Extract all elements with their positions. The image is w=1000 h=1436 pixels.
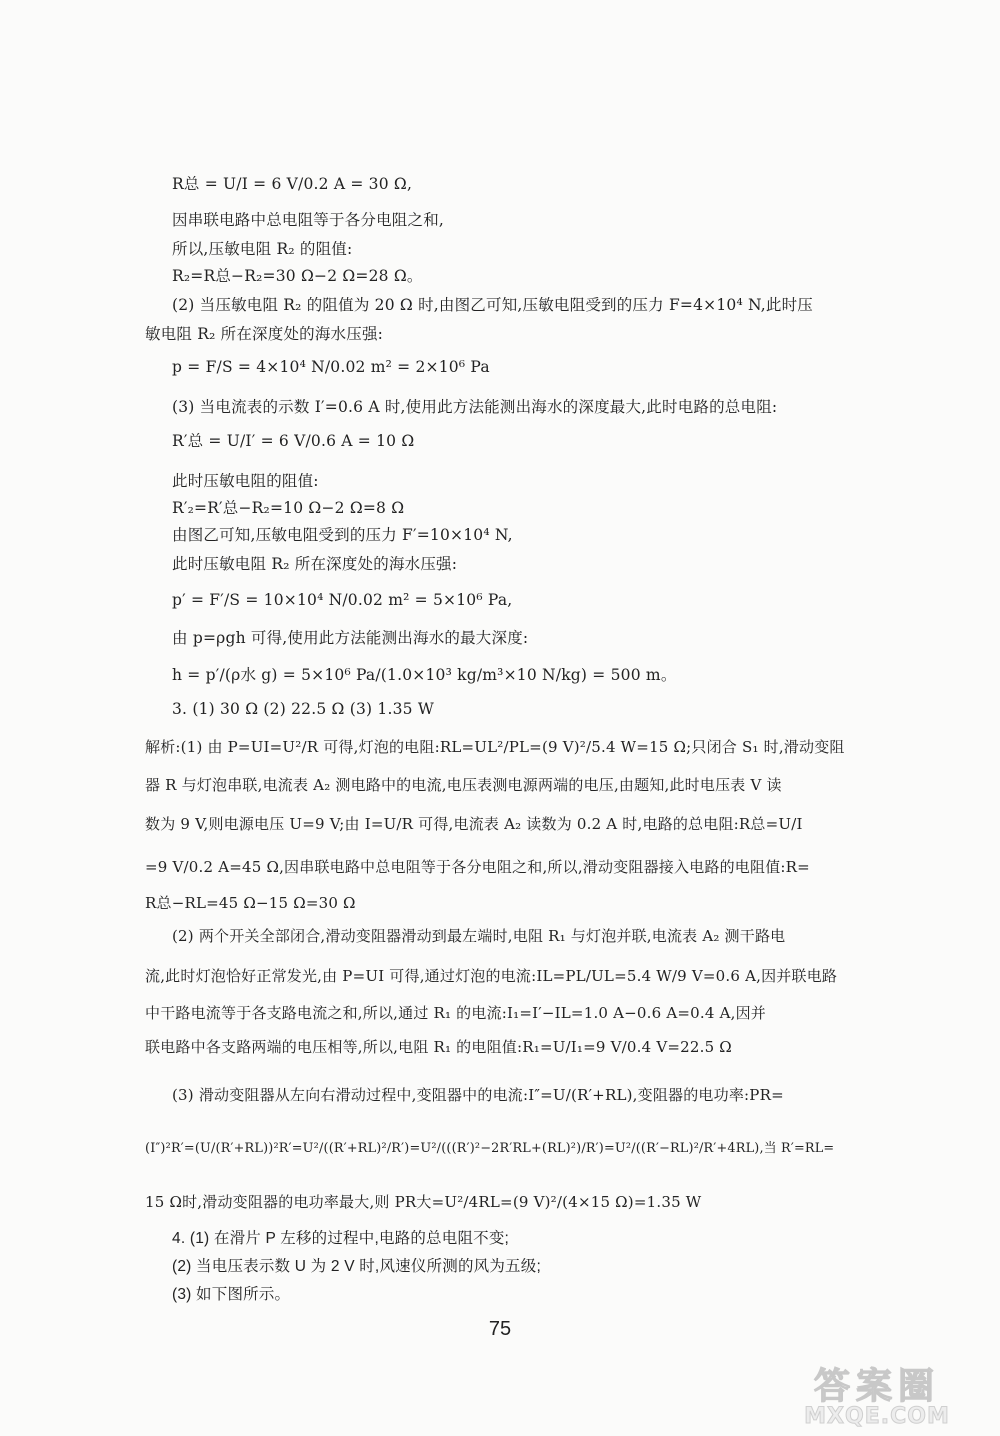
formula-line: h = p′/(ρ水 g) = 5×10⁶ Pa/(1.0×10³ kg/m³×10 N/kg) = 500 m。 <box>172 666 677 684</box>
text-line: (2) 两个开关全部闭合,滑动变阻器滑动到最左端时,电阻 R₁ 与灯泡并联,电流表 A₂ 测干路电 <box>172 927 786 945</box>
text-line: =9 V/0.2 A=45 Ω,因串联电路中总电阻等于各分电阻之和,所以,滑动变阻器接入电路的电阻值:R= <box>145 858 810 876</box>
answer-line: 3. (1) 30 Ω (2) 22.5 Ω (3) 1.35 W <box>172 700 434 718</box>
text-line: 此时压敏电阻 R₂ 所在深度处的海水压强: <box>172 555 458 573</box>
text-line: (3) 当电流表的示数 I′=0.6 A 时,使用此方法能测出海水的深度最大,此时电路的总电阻: <box>172 398 778 416</box>
text-line: 流,此时灯泡恰好正常发光,由 P=UI 可得,通过灯泡的电流:IL=PL/UL=5.4 W/9 V=0.6 A,因并联电路 <box>145 967 838 985</box>
formula-line: p = F/S = 4×10⁴ N/0.02 m² = 2×10⁶ Pa <box>172 358 490 376</box>
text-line: R总−RL=45 Ω−15 Ω=30 Ω <box>145 894 356 912</box>
text-line: 4. (1) 在滑片 P 左移的过程中,电路的总电阻不变; <box>172 1230 510 1247</box>
text-line: 联电路中各支路两端的电压相等,所以,电阻 R₁ 的电阻值:R₁=U/I₁=9 V/0.4 V=22.5 Ω <box>145 1038 732 1056</box>
text-line: (2) 当压敏电阻 R₂ 的阻值为 20 Ω 时,由图乙可知,压敏电阻受到的压力 F=4×10⁴ N,此时压 <box>172 296 814 314</box>
text-line: (2) 当电压表示数 U 为 2 V 时,风速仪所测的风为五级; <box>172 1258 541 1275</box>
text-line: 15 Ω时,滑动变阻器的电功率最大,则 PR大=U²/4RL=(9 V)²/(4×15 Ω)=1.35 W <box>145 1193 702 1211</box>
formula-line: p′ = F′/S = 10×10⁴ N/0.02 m² = 5×10⁶ Pa, <box>172 591 513 609</box>
text-line: (3) 滑动变阻器从左向右滑动过程中,变阻器中的电流:I″=U/(R′+RL),变阻器的电功率:PR= <box>172 1086 784 1104</box>
text-line: 此时压敏电阻的阻值: <box>172 472 319 490</box>
text-line: 由 p=ρgh 可得,使用此方法能测出海水的最大深度: <box>172 629 529 647</box>
text-line: 由图乙可知,压敏电阻受到的压力 F′=10×10⁴ N, <box>172 526 513 544</box>
text-line: R′₂=R′总−R₂=10 Ω−2 Ω=8 Ω <box>172 499 405 517</box>
watermark-url: MXQE.COM <box>804 1404 950 1429</box>
text-line: 器 R 与灯泡串联,电流表 A₂ 测电路中的电流,电压表测电源两端的电压,由题知,此时电压表 V 读 <box>145 776 782 794</box>
text-line: 敏电阻 R₂ 所在深度处的海水压强: <box>145 325 384 343</box>
text-line: 所以,压敏电阻 R₂ 的阻值: <box>172 240 353 258</box>
text-line: R₂=R总−R₂=30 Ω−2 Ω=28 Ω。 <box>172 267 423 285</box>
text-line: 数为 9 V,则电源电压 U=9 V;由 I=U/R 可得,电流表 A₂ 读数为 0.2 A 时,电路的总电阻:R总=U/I <box>145 815 803 833</box>
watermark-text: 答案圈 <box>813 1366 940 1407</box>
text-line: 中干路电流等于各支路电流之和,所以,通过 R₁ 的电流:I₁=I′−IL=1.0 A−0.6 A=0.4 A,因并 <box>145 1004 766 1022</box>
text-line: (3) 如下图所示。 <box>172 1286 291 1303</box>
text-line: 解析:(1) 由 P=UI=U²/R 可得,灯泡的电阻:RL=UL²/PL=(9 V)²/5.4 W=15 Ω;只闭合 S₁ 时,滑动变阻 <box>145 738 845 756</box>
formula-line: R′总 = U/I′ = 6 V/0.6 A = 10 Ω <box>172 432 415 450</box>
formula-line: (I″)²R′=(U/(R′+RL))²R′=U²/((R′+RL)²/R′)=U²/(((R′)²−2R′RL+(RL)²)/R′)=U²/((R′−RL)²/R′+4RL),当 R′=RL= <box>145 1141 835 1156</box>
page-number: 75 <box>488 1318 512 1340</box>
text-line: 因串联电路中总电阻等于各分电阻之和, <box>172 211 445 229</box>
text-line: R总 = U/I = 6 V/0.2 A = 30 Ω, <box>172 175 413 193</box>
watermark-logo <box>768 1358 986 1430</box>
